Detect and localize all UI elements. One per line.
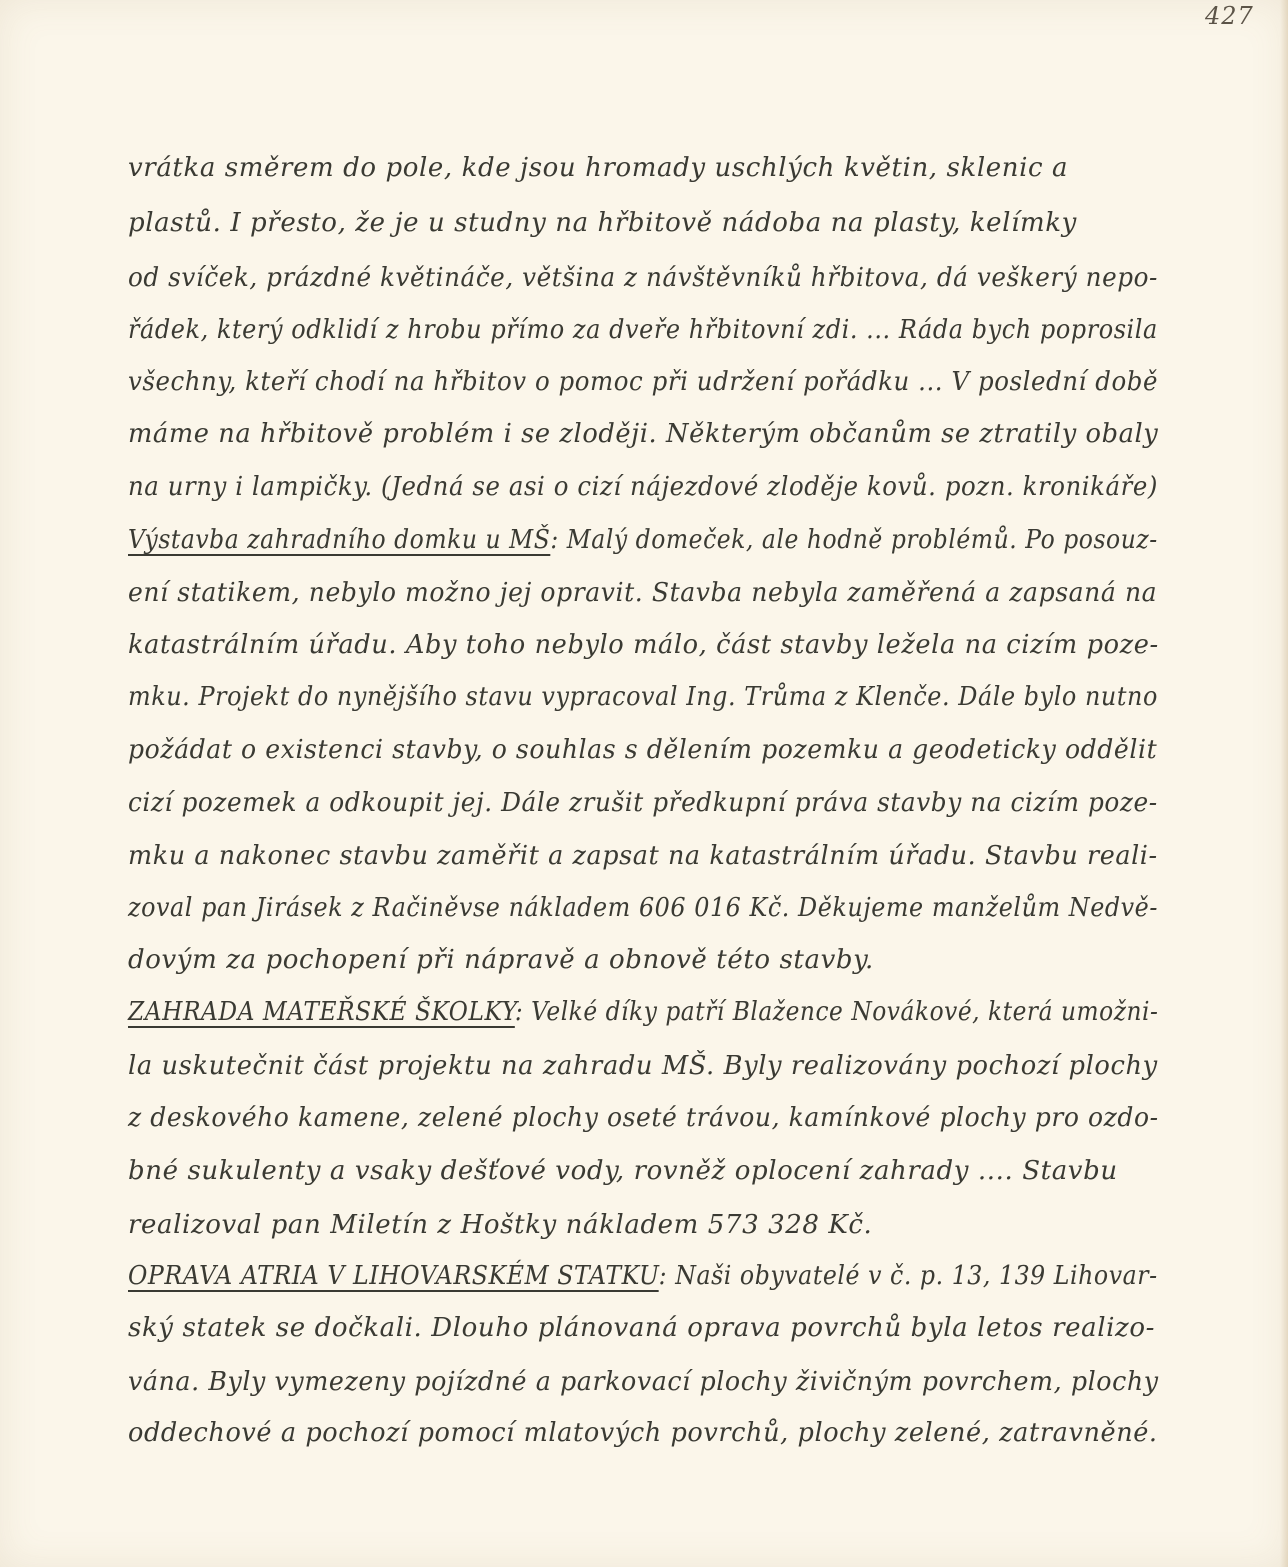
line-text: la uskutečnit část projektu na zahradu MŠ. Byly realizovány pochozí plochy xyxy=(128,1051,1158,1081)
text-line xyxy=(128,258,1158,298)
line-text: mku. Projekt do nynějšího stavu vypracoval Ing. Trůma z Klenče. Dále bylo nutno xyxy=(128,682,1158,712)
section-heading: ZAHRADA MATEŘSKÉ ŠKOLKY xyxy=(128,997,515,1027)
section-heading: Výstavba zahradního domku u MŠ xyxy=(128,525,551,555)
line-text: všechny, kteří chodí na hřbitov o pomoc při udržení pořádku ... V poslední době xyxy=(128,367,1158,397)
line-text: cizí pozemek a odkoupit jej. Dále zrušit předkupní práva stavby na cizím poze- xyxy=(128,788,1158,818)
text-line xyxy=(128,940,874,980)
line-text: mku a nakonec stavbu zaměřit a zapsat na katastrálním úřadu. Stavbu reali- xyxy=(128,841,1158,871)
text-line xyxy=(128,520,1158,560)
line-text: : Malý domeček, ale hodně problémů. Po posouz- xyxy=(550,525,1158,555)
line-text: zoval pan Jirásek z Račiněvse nákladem 606 016 Kč. Děkujeme manželům Nedvě- xyxy=(128,893,1158,923)
text-line xyxy=(128,992,1158,1032)
text-line xyxy=(128,1151,1118,1191)
text-line xyxy=(128,1308,1155,1348)
page-number: 427 xyxy=(1205,2,1254,30)
line-text: bné sukulenty a vsaky dešťové vody, rovněž oplocení zahrady .... Stavbu xyxy=(128,1156,1118,1186)
line-text: vána. Byly vymezeny pojízdné a parkovací plochy živičným povrchem, plochy xyxy=(128,1367,1159,1397)
line-text: požádat o existenci stavby, o souhlas s dělením pozemku a geodeticky oddělit xyxy=(128,735,1158,765)
line-text: řádek, který odklidí z hrobu přímo za dveře hřbitovní zdi. ... Ráda bych poprosila xyxy=(128,315,1158,345)
page-edge xyxy=(1280,0,1288,1567)
text-line xyxy=(128,1046,1158,1086)
text-line xyxy=(128,1256,1158,1296)
line-text: realizoval pan Miletín z Hoštky nákladem 573 328 Kč. xyxy=(128,1210,873,1240)
text-line xyxy=(128,573,1157,613)
text-line xyxy=(128,148,1068,188)
text-line xyxy=(128,414,1158,454)
text-line xyxy=(128,783,1158,823)
text-line xyxy=(128,1205,872,1245)
text-line xyxy=(128,888,1158,928)
line-text: plastů. I přesto, že je u studny na hřbitově nádoba na plasty, kelímky xyxy=(128,208,1077,238)
line-text: : Velké díky patří Blažence Novákové, která umožni- xyxy=(514,997,1159,1027)
line-text: katastrálním úřadu. Aby toho nebylo málo, část stavby ležela na cizím poze- xyxy=(128,630,1159,660)
text-line xyxy=(128,362,1158,402)
section-heading: OPRAVA ATRIA V LIHOVARSKÉM STATKU xyxy=(128,1261,659,1291)
line-text: oddechové a pochozí pomocí mlatových povrchů, plochy zelené, zatravněné. xyxy=(128,1418,1158,1448)
text-line xyxy=(128,1098,1159,1138)
line-text: vrátka směrem do pole, kde jsou hromady uschlých květin, sklenic a xyxy=(128,153,1069,183)
text-line xyxy=(128,677,1158,717)
text-line xyxy=(128,203,1077,243)
line-text: ení statikem, nebylo možno jej opravit. Stavba nebyla zaměřená a zapsaná na xyxy=(128,578,1158,608)
line-text: : Naši obyvatelé v č. p. 13, 139 Lihovar- xyxy=(658,1261,1158,1291)
text-line xyxy=(128,836,1158,876)
line-text: od svíček, prázdné květináče, většina z návštěvníků hřbitova, dá veškerý nepo- xyxy=(128,263,1158,293)
text-line xyxy=(128,310,1158,350)
line-text: máme na hřbitově problém i se zloději. Některým občanům se ztratily obaly xyxy=(128,419,1159,449)
text-line xyxy=(128,730,1157,770)
text-line xyxy=(128,467,1158,507)
line-text: dovým za pochopení při nápravě a obnově této stavby. xyxy=(128,945,874,975)
text-line xyxy=(128,625,1159,665)
line-text: z deskového kamene, zelené plochy oseté trávou, kamínkové plochy pro ozdo- xyxy=(128,1103,1159,1133)
line-text: ský statek se dočkali. Dlouho plánovaná oprava povrchů byla letos realizo- xyxy=(128,1313,1155,1343)
text-line xyxy=(128,1413,1158,1453)
line-text: na urny i lampičky. (Jedná se asi o cizí nájezdové zloděje kovů. pozn. kronikáře) xyxy=(128,472,1158,502)
text-line xyxy=(128,1362,1159,1402)
